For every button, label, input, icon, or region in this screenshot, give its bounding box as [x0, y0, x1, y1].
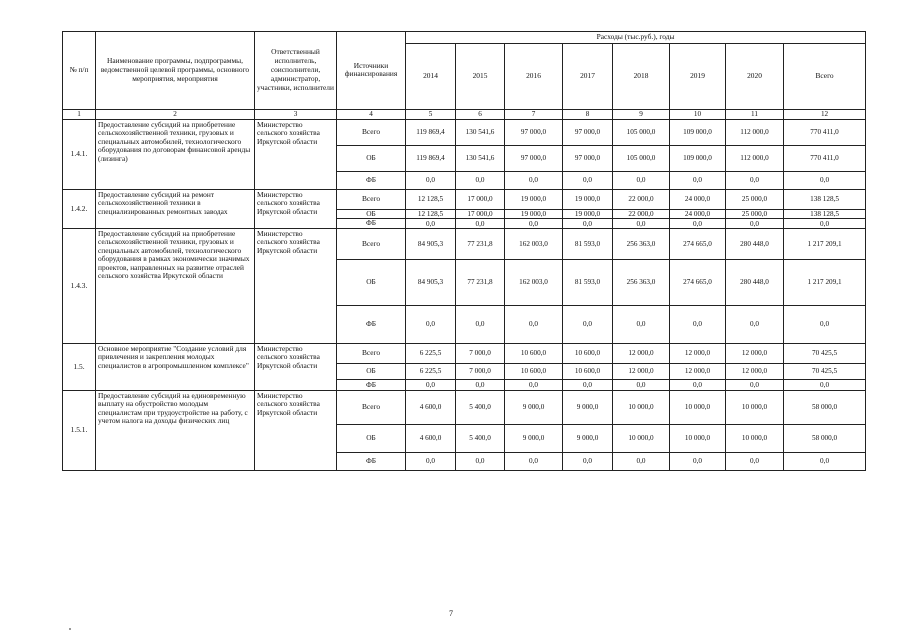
year-value: 162 003,0 [505, 259, 563, 305]
year-value: 19 000,0 [505, 209, 563, 219]
year-value: 0,0 [563, 452, 613, 470]
year-value: 10 600,0 [563, 363, 613, 379]
year-value: 12 128,5 [406, 189, 456, 209]
year-value: 0,0 [406, 305, 456, 343]
column-number: 7 [505, 109, 563, 119]
year-value: 12 000,0 [613, 343, 670, 363]
funding-source: ОБ [337, 209, 406, 219]
header-year: 2020 [726, 43, 784, 109]
year-value: 12 128,5 [406, 209, 456, 219]
year-value: 10 000,0 [726, 390, 784, 424]
year-value: 22 000,0 [613, 209, 670, 219]
total-value: 0,0 [784, 379, 866, 390]
funding-source: ФБ [337, 452, 406, 470]
year-value: 0,0 [505, 379, 563, 390]
year-value: 81 593,0 [563, 259, 613, 305]
year-value: 274 665,0 [670, 228, 726, 259]
year-value: 112 000,0 [726, 119, 784, 145]
funding-source: Всего [337, 119, 406, 145]
year-value: 24 000,0 [670, 209, 726, 219]
column-number: 6 [456, 109, 505, 119]
total-value: 70 425,5 [784, 343, 866, 363]
year-value: 84 905,3 [406, 228, 456, 259]
year-value: 0,0 [456, 452, 505, 470]
year-value: 19 000,0 [505, 189, 563, 209]
year-value: 4 600,0 [406, 390, 456, 424]
row-number: 1.4.2. [63, 189, 96, 228]
year-value: 10 600,0 [505, 343, 563, 363]
year-value: 130 541,6 [456, 145, 505, 171]
year-value: 9 000,0 [563, 390, 613, 424]
total-value: 770 411,0 [784, 145, 866, 171]
year-value: 6 225,5 [406, 343, 456, 363]
year-value: 0,0 [406, 219, 456, 229]
year-value: 9 000,0 [505, 390, 563, 424]
funding-source: ФБ [337, 379, 406, 390]
year-value: 0,0 [670, 305, 726, 343]
year-value: 119 869,4 [406, 145, 456, 171]
column-number-row [63, 109, 866, 119]
year-value: 10 600,0 [505, 363, 563, 379]
year-value: 5 400,0 [456, 390, 505, 424]
year-value: 0,0 [613, 452, 670, 470]
year-value: 119 869,4 [406, 119, 456, 145]
header-year: 2015 [456, 43, 505, 109]
column-number: 3 [255, 109, 337, 119]
header-year: 2018 [613, 43, 670, 109]
total-value: 0,0 [784, 171, 866, 189]
year-value: 97 000,0 [563, 119, 613, 145]
column-number: 4 [337, 109, 406, 119]
year-value: 9 000,0 [563, 424, 613, 452]
funding-source: Всего [337, 343, 406, 363]
year-value: 19 000,0 [563, 189, 613, 209]
budget-table [62, 31, 866, 471]
year-value: 10 000,0 [670, 390, 726, 424]
total-value: 70 425,5 [784, 363, 866, 379]
table-row [63, 228, 866, 259]
total-value: 138 128,5 [784, 189, 866, 209]
year-value: 10 000,0 [613, 424, 670, 452]
row-number: 1.5. [63, 343, 96, 390]
year-value: 0,0 [563, 379, 613, 390]
column-number: 10 [670, 109, 726, 119]
header-row-1 [63, 32, 866, 44]
year-value: 0,0 [406, 452, 456, 470]
column-number: 9 [613, 109, 670, 119]
year-value: 5 400,0 [456, 424, 505, 452]
year-value: 25 000,0 [726, 189, 784, 209]
year-value: 0,0 [726, 305, 784, 343]
year-value: 162 003,0 [505, 228, 563, 259]
table-row [63, 390, 866, 424]
header-total: Всего [784, 43, 866, 109]
year-value: 0,0 [613, 171, 670, 189]
year-value: 0,0 [670, 219, 726, 229]
year-value: 6 225,5 [406, 363, 456, 379]
year-value: 0,0 [406, 379, 456, 390]
funding-source: Всего [337, 390, 406, 424]
column-number: 8 [563, 109, 613, 119]
year-value: 0,0 [613, 379, 670, 390]
year-value: 256 363,0 [613, 228, 670, 259]
year-value: 0,0 [613, 305, 670, 343]
executor: Министерство сельского хозяйства Иркутской области [255, 119, 337, 189]
year-value: 112 000,0 [726, 145, 784, 171]
total-value: 0,0 [784, 305, 866, 343]
year-value: 0,0 [563, 219, 613, 229]
year-value: 84 905,3 [406, 259, 456, 305]
year-value: 105 000,0 [613, 145, 670, 171]
year-value: 7 000,0 [456, 363, 505, 379]
year-value: 7 000,0 [456, 343, 505, 363]
year-value: 0,0 [505, 452, 563, 470]
total-value: 0,0 [784, 452, 866, 470]
year-value: 0,0 [456, 379, 505, 390]
total-value: 138 128,5 [784, 209, 866, 219]
year-value: 77 231,8 [456, 259, 505, 305]
year-value: 12 000,0 [613, 363, 670, 379]
executor: Министерство сельского хозяйства Иркутской области [255, 228, 337, 343]
header-sources: Источники финансирования [337, 32, 406, 110]
year-value: 0,0 [456, 219, 505, 229]
year-value: 109 000,0 [670, 119, 726, 145]
page-number: 7 [449, 609, 453, 618]
year-value: 12 000,0 [726, 343, 784, 363]
year-value: 130 541,6 [456, 119, 505, 145]
year-value: 0,0 [726, 171, 784, 189]
year-value: 0,0 [505, 219, 563, 229]
header-year: 2014 [406, 43, 456, 109]
year-value: 0,0 [505, 305, 563, 343]
year-value: 0,0 [726, 379, 784, 390]
year-value: 0,0 [726, 452, 784, 470]
year-value: 0,0 [563, 171, 613, 189]
year-value: 256 363,0 [613, 259, 670, 305]
year-value: 10 000,0 [613, 390, 670, 424]
year-value: 17 000,0 [456, 209, 505, 219]
year-value: 77 231,8 [456, 228, 505, 259]
total-value: 1 217 209,1 [784, 228, 866, 259]
total-value: 0,0 [784, 219, 866, 229]
year-value: 19 000,0 [563, 209, 613, 219]
year-value: 97 000,0 [505, 145, 563, 171]
year-value: 0,0 [505, 171, 563, 189]
executor: Министерство сельского хозяйства Иркутской области [255, 390, 337, 470]
funding-source: ФБ [337, 305, 406, 343]
measure-name: Основное мероприятие "Создание условий для привлечения и закрепления молодых специалистов в агропромышленном комплексе" [96, 343, 255, 390]
year-value: 22 000,0 [613, 189, 670, 209]
year-value: 10 000,0 [726, 424, 784, 452]
year-value: 97 000,0 [563, 145, 613, 171]
year-value: 0,0 [563, 305, 613, 343]
table-row [63, 119, 866, 145]
year-value: 0,0 [726, 219, 784, 229]
year-value: 17 000,0 [456, 189, 505, 209]
year-value: 24 000,0 [670, 189, 726, 209]
year-value: 0,0 [406, 171, 456, 189]
scan-dot [69, 628, 71, 630]
column-number: 1 [63, 109, 96, 119]
header-year: 2017 [563, 43, 613, 109]
year-value: 0,0 [613, 219, 670, 229]
header-executor: Ответственный исполнитель, соисполнители, администратор, участники, исполнители [255, 32, 337, 110]
table-row [63, 189, 866, 209]
funding-source: ФБ [337, 171, 406, 189]
measure-name: Предоставление субсидий на единовременную выплату на обустройство молодым специалистам при трудоустройстве на работу, с учетом налога на доходы физических лиц [96, 390, 255, 470]
total-value: 58 000,0 [784, 390, 866, 424]
column-number: 11 [726, 109, 784, 119]
column-number: 12 [784, 109, 866, 119]
header-expenses: Расходы (тыс.руб.), годы [406, 32, 866, 44]
funding-source: ОБ [337, 363, 406, 379]
executor: Министерство сельского хозяйства Иркутской области [255, 189, 337, 228]
year-value: 0,0 [456, 171, 505, 189]
measure-name: Предоставление субсидий на ремонт сельскохозяйственной техники в специализированных ремонтных заводах [96, 189, 255, 228]
column-number: 2 [96, 109, 255, 119]
executor: Министерство сельского хозяйства Иркутской области [255, 343, 337, 390]
year-value: 109 000,0 [670, 145, 726, 171]
row-number: 1.5.1. [63, 390, 96, 470]
measure-name: Предоставление субсидий на приобретение сельскохозяйственной техники, грузовых и специальных автомобилей, технологического оборудования по договорам финансовой аренды (лизинга) [96, 119, 255, 189]
funding-source: ОБ [337, 145, 406, 171]
row-number: 1.4.1. [63, 119, 96, 189]
total-value: 58 000,0 [784, 424, 866, 452]
year-value: 12 000,0 [670, 343, 726, 363]
funding-source: Всего [337, 189, 406, 209]
funding-source: ФБ [337, 219, 406, 229]
year-value: 97 000,0 [505, 119, 563, 145]
year-value: 0,0 [670, 171, 726, 189]
year-value: 4 600,0 [406, 424, 456, 452]
header-year: 2019 [670, 43, 726, 109]
year-value: 105 000,0 [613, 119, 670, 145]
funding-source: Всего [337, 228, 406, 259]
measure-name: Предоставление субсидий на приобретение сельскохозяйственной техники, грузовых и специальных автомобилей, технологического оборудования в рамках экономически значимых проектов, направленных на развитие отраслей сельского хозяйства Иркутской области [96, 228, 255, 343]
year-value: 0,0 [670, 379, 726, 390]
header-name: Наименование программы, подпрограммы, ведомственной целевой программы, основного мероприятия, мероприятия [96, 32, 255, 110]
header-year: 2016 [505, 43, 563, 109]
column-number: 5 [406, 109, 456, 119]
year-value: 9 000,0 [505, 424, 563, 452]
year-value: 274 665,0 [670, 259, 726, 305]
year-value: 12 000,0 [670, 363, 726, 379]
total-value: 1 217 209,1 [784, 259, 866, 305]
year-value: 280 448,0 [726, 259, 784, 305]
year-value: 81 593,0 [563, 228, 613, 259]
year-value: 25 000,0 [726, 209, 784, 219]
year-value: 0,0 [456, 305, 505, 343]
year-value: 10 600,0 [563, 343, 613, 363]
year-value: 0,0 [670, 452, 726, 470]
total-value: 770 411,0 [784, 119, 866, 145]
year-value: 12 000,0 [726, 363, 784, 379]
year-value: 10 000,0 [670, 424, 726, 452]
table-row [63, 343, 866, 363]
header-num: № п/п [63, 32, 96, 110]
funding-source: ОБ [337, 424, 406, 452]
row-number: 1.4.3. [63, 228, 96, 343]
year-value: 280 448,0 [726, 228, 784, 259]
funding-source: ОБ [337, 259, 406, 305]
table-body [63, 32, 866, 471]
